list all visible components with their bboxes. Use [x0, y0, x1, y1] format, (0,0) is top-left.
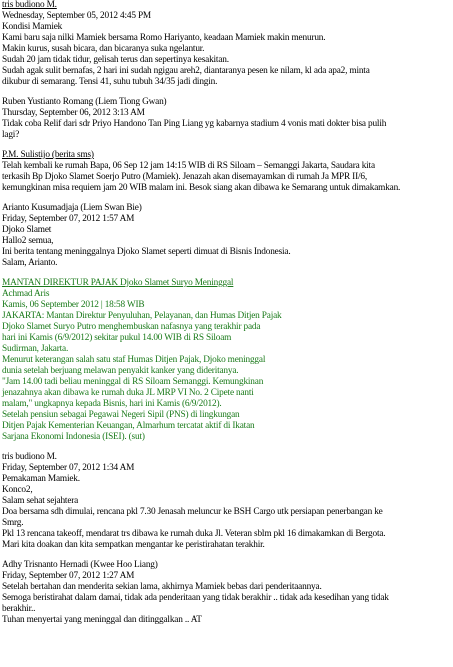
post-line: berakhir..: [2, 604, 36, 614]
post-line: Smrg.: [2, 518, 24, 528]
post-line: Hallo2 semua,: [2, 236, 54, 246]
post-line: Salam, Arianto.: [2, 258, 58, 268]
post-line: Mari kita doakan dan kita sempatkan mengantar ke peristirahatan terakhir.: [2, 540, 265, 550]
post-line: dikubur di semarang. Tensi 41, suhu tubuh 34/35 jadi dingin.: [2, 77, 218, 87]
article-line: Sarjana Ekonomi Indonesia (ISEI). (sut): [2, 432, 145, 442]
message-post: [2, 452, 453, 551]
post-line: Doa bersama sdh dimulai, rencana pkl 7.30 Jenasah meluncur ke BSH Cargo utk persiapan penerbangan ke: [2, 507, 383, 517]
post-subject: Kondisi Mamiek: [2, 22, 63, 32]
article-line: JAKARTA: Mantan Direktur Penyuluhan, Pelayanan, dan Humas Ditjen Pajak: [2, 311, 282, 321]
post-line: Pkl 13 rencana takeoff, mendarat trs dibawa ke rumah duka Jl. Veteran sblm pkl 16 dimakamkan di Bergota.: [2, 529, 386, 539]
post-line: Makin kurus, susah bicara, dan bicaranya suka ngelantur.: [2, 44, 205, 54]
article-line: Djoko Slamet Suryo Putro menghembuskan nafasnya yang terakhir pada: [2, 322, 261, 332]
article-line: dunia setelah berjuang melawan penyakit kanker yang dideritanya.: [2, 366, 239, 376]
post-date: Friday, September 07, 2012 1:27 AM: [2, 571, 135, 581]
author-name: P.M. Sulistijo (berita sms): [2, 150, 94, 160]
article-line: hari ini Kamis (6/9/2012) sekitar pukul 14.00 WIB di RS Siloam: [2, 333, 232, 343]
article-line: Sudirman, Jakarta.: [2, 344, 69, 354]
article-title-link[interactable]: MANTAN DIREKTUR PAJAK Djoko Slamet Suryo Meninggal: [2, 278, 234, 288]
author-name: Ruben Yustianto Romang (Liem Tiong Gwan): [2, 97, 167, 107]
article-line: malam," ungkapnya kepada Bisnis, hari ini Kamis (6/9/2012).: [2, 399, 222, 409]
post-line: Semoga beristirahat dalam damai, tidak ada penderitaan yang tidak berakhir .. tidak ada kesedihan yang tidak: [2, 593, 389, 603]
post-date: Wednesday, September 05, 2012 4:45 PM: [2, 11, 152, 21]
post-line: Tidak coba Relif dari sdr Priyo Handono Tan Ping Liang yg kabarnya stadium 4 vonis mati dokter bisa pulih: [2, 119, 387, 129]
post-subject: Djoko Slamet: [2, 225, 52, 235]
article-line: jenazahnya akan dibawa ke rumah duka JL MRP VI No. 2 Cipete nanti: [2, 388, 254, 398]
article-line: Setelah pensiun sebagai Pegawai Negeri Sipil (PNS) di lingkungan: [2, 410, 240, 420]
post-line: kemungkinan misa requiem jam 20 WIB malam ini. Besok siang akan dibawa ke Semarang untuk dimakamkan.: [2, 183, 401, 193]
post-date: Friday, September 07, 2012 1:34 AM: [2, 463, 135, 473]
post-line: Kami baru saja nilki Mamiek bersama Romo Hariyanto, keadaan Mamiek makin menurun.: [2, 33, 326, 43]
spacer: [2, 141, 453, 150]
post-line: Konco2,: [2, 485, 33, 495]
post-line: Sudah agak sulit bernafas, 2 hari ini sudah ngigau areh2, diantaranya pesen ke nilam, kl ada apa2, minta: [2, 66, 370, 76]
post-line: terkasih Bp Djoko Slamet Soerjo Putro (Mamiek). Jenazah akan disemayamkan di rumah Ja MPR II/6,: [2, 172, 367, 182]
quoted-article: [2, 278, 453, 443]
author-name: Adhy Trisnanto Hernadi (Kwee Hoo Liang): [2, 560, 158, 570]
post-line: Sudah 20 jam tidak tidur, gelisah terus dan sepertinya kesakitan.: [2, 55, 229, 65]
author-name: tris budiono M.: [2, 0, 57, 10]
article-dateline: Kamis, 06 September 2012 | 18:58 WIB: [2, 300, 145, 310]
article-line: Menurut keterangan salah satu staf Humas Ditjen Pajak, Djoko meninggal: [2, 355, 266, 365]
article-line: "Jam 14.00 tadi beliau meninggal di RS Siloam Semanggi. Kemungkinan: [2, 377, 264, 387]
message-post: [2, 560, 453, 626]
article-byline: Achmad Aris: [2, 289, 50, 299]
post-line: Salam sehat sejahtera: [2, 496, 79, 506]
article-line: Ditjen Pajak Kementerian Keuangan, Almarhum tercatat aktif di Ikatan: [2, 421, 255, 431]
post-line: lagi?: [2, 130, 20, 140]
message-post: [2, 97, 453, 141]
message-post: [2, 150, 453, 194]
spacer: [2, 551, 453, 560]
post-subject: Pemakaman Mamiek.: [2, 474, 80, 484]
spacer: [2, 443, 453, 452]
post-date: Thursday, September 06, 2012 3:13 AM: [2, 108, 145, 118]
post-line: Tuhan menyertai yang meninggal dan ditinggalkan .. AT: [2, 615, 202, 625]
post-line: Telah kembali ke rumah Bapa, 06 Sep 12 jam 14:15 WIB di RS Siloam – Semanggi Jakarta, Saudara kita: [2, 161, 375, 171]
post-date: Friday, September 07, 2012 1:57 AM: [2, 214, 135, 224]
post-line: Ini berita tentang meninggalnya Djoko Slamet seperti dimuat di Bisnis Indonesia.: [2, 247, 291, 257]
spacer: [2, 194, 453, 203]
post-line: Setelah bertahan dan menderita sekian lama, akhirnya Mamiek bebas dari penderitaannya.: [2, 582, 322, 592]
author-name: tris budiono M.: [2, 452, 57, 462]
message-post: [2, 0, 453, 88]
spacer: [2, 269, 453, 278]
message-post: [2, 203, 453, 269]
author-name: Arianto Kusumadjaja (Liem Swan Bie): [2, 203, 142, 213]
spacer: [2, 88, 453, 97]
